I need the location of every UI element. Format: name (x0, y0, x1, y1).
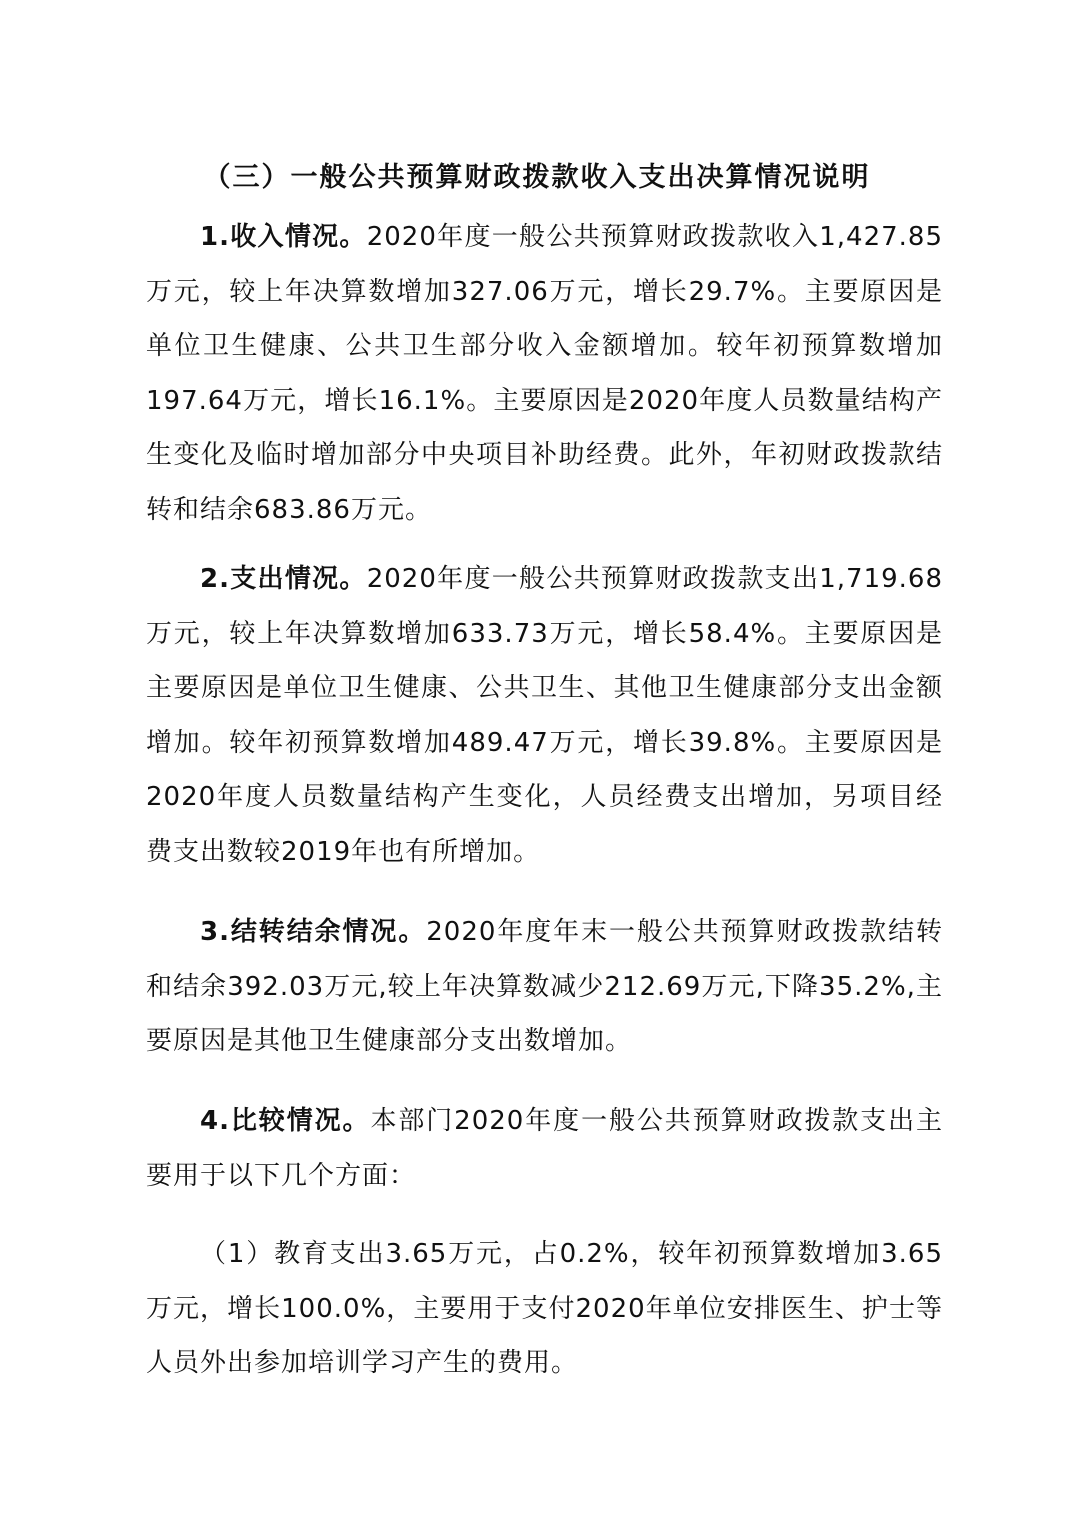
paragraph-text: 2020年度年末一般公共预算财政拨款结转和结余392.03万元,较上年决算数减少212.69万元,下降35.2%,主要原因是其他卫生健康部分支出数增加。 (146, 917, 944, 1056)
paragraph-lead: 1.收入情况。 (200, 222, 367, 252)
paragraph-text: 2020年度一般公共预算财政拨款支出1,719.68万元，较上年决算数增加633.73万元，增长58.4%。主要原因是主要原因是单位卫生健康、公共卫生、其他卫生健康部分支出金额增加。较年初预算数增加489.47万元，增长39.8%。主要原因是2020年度人员数量结构产生变化，人员经费支出增加，另项目经费支出数较2019年也有所增加。 (146, 564, 944, 867)
paragraph-carryover (146, 905, 943, 1069)
paragraph-comparison (146, 1094, 943, 1203)
paragraph-expenditure (146, 552, 943, 879)
paragraph-income (146, 210, 943, 537)
paragraph-text: 2020年度一般公共预算财政拨款收入1,427.85万元，较上年决算数增加327.06万元，增长29.7%。主要原因是单位卫生健康、公共卫生部分收入金额增加。较年初预算数增加197.64万元，增长16.1%。主要原因是2020年度人员数量结构产生变化及临时增加部分中央项目补助经费。此外，年初财政拨款结转和结余683.86万元。 (146, 222, 944, 525)
paragraph-education (146, 1227, 943, 1391)
paragraph-lead: 4.比较情况。 (200, 1106, 371, 1136)
section-title: （三）一般公共预算财政拨款收入支出决算情况说明 (203, 162, 871, 193)
paragraph-lead: 2.支出情况。 (200, 564, 367, 594)
paragraph-text: 本部门2020年度一般公共预算财政拨款支出主要用于以下几个方面： (146, 1106, 944, 1191)
paragraph-lead: 3.结转结余情况。 (200, 917, 427, 947)
paragraph-text: （1）教育支出3.65万元，占0.2%，较年初预算数增加3.65万元，增长100.0%，主要用于支付2020年单位安排医生、护士等人员外出参加培训学习产生的费用。 (146, 1239, 943, 1378)
